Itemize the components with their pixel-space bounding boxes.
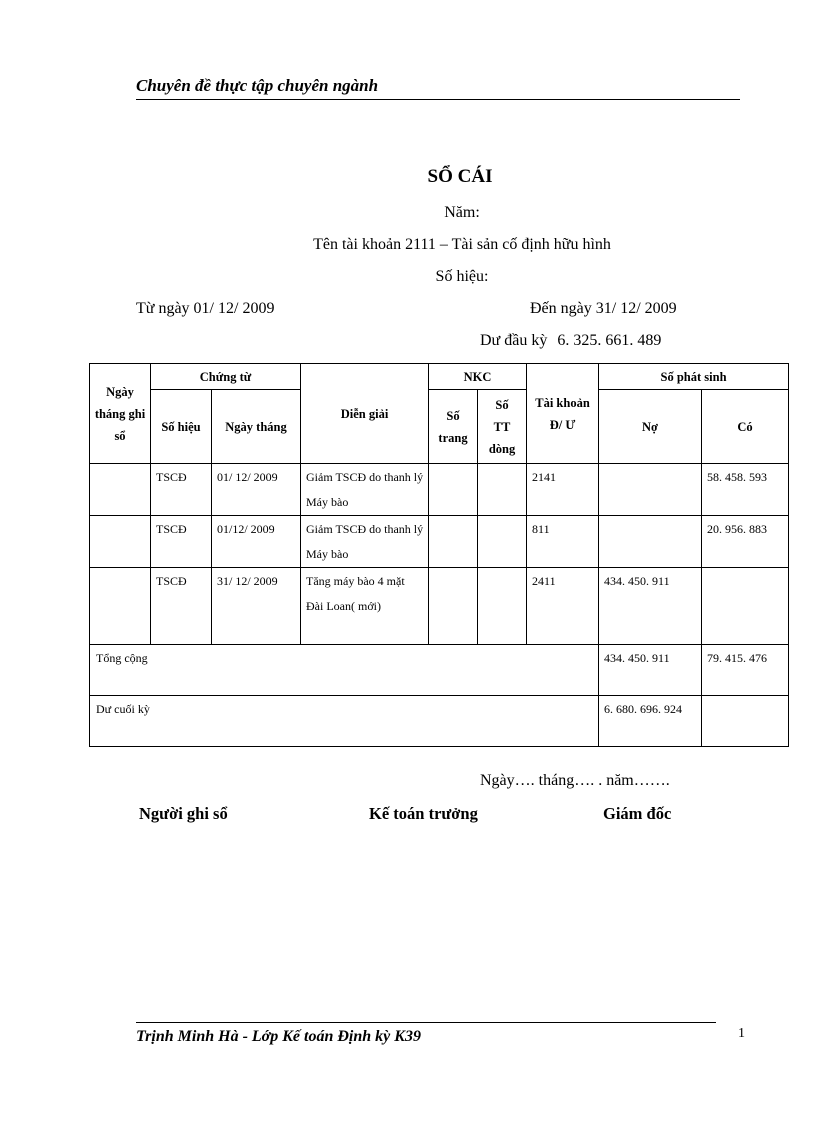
signature-director: Giám đốc xyxy=(603,804,672,823)
footer-author: Trịnh Minh Hà - Lớp Kế toán Định kỳ K39 xyxy=(136,1028,421,1045)
closing-row xyxy=(90,696,789,747)
cell-line xyxy=(478,568,527,645)
total-credit: 79. 415. 476 xyxy=(702,645,789,696)
table-row xyxy=(90,464,789,516)
cell-debit xyxy=(599,516,702,568)
total-label: Tổng cộng xyxy=(90,645,599,696)
cell-page xyxy=(429,568,478,645)
cell-description: Tăng máy bào 4 mặt Đài Loan( mới) xyxy=(301,568,429,645)
footer-rule xyxy=(136,1022,716,1023)
opening-balance-value: 6. 325. 661. 489 xyxy=(557,332,662,349)
cell-description: Giảm TSCĐ do thanh lý Máy bào xyxy=(301,516,429,568)
cell-description: Giảm TSCĐ do thanh lý Máy bào xyxy=(301,464,429,516)
cell-debit: 434. 450. 911 xyxy=(599,568,702,645)
closing-label: Dư cuối kỳ xyxy=(90,696,599,747)
signature-recorder: Người ghi sổ xyxy=(139,804,228,823)
total-debit: 434. 450. 911 xyxy=(599,645,702,696)
cell-credit: 58. 458. 593 xyxy=(702,464,789,516)
col-header-date: Ngày tháng ghi sổ xyxy=(90,364,151,464)
table-row xyxy=(90,516,789,568)
cell-account: 2411 xyxy=(527,568,599,645)
page-number: 1 xyxy=(738,1026,745,1041)
col-header-credit: Có xyxy=(702,390,789,464)
account-line: Tên tài khoản 2111 – Tài sản cố định hữu hình xyxy=(313,236,611,253)
col-header-voucher-date: Ngày tháng xyxy=(212,390,301,464)
col-header-debit: Nợ xyxy=(599,390,702,464)
closing-credit xyxy=(702,696,789,747)
cell-credit: 20. 956. 883 xyxy=(702,516,789,568)
col-header-voucher-no: Số hiệu xyxy=(151,390,212,464)
to-date: Đến ngày 31/ 12/ 2009 xyxy=(530,300,677,317)
cell-page xyxy=(429,464,478,516)
col-header-description: Diễn giải xyxy=(301,364,429,464)
number-label: Số hiệu: xyxy=(435,268,489,285)
opening-balance xyxy=(480,332,661,350)
date-line: Ngày…. tháng…. . năm……. xyxy=(480,772,670,789)
col-header-nkc: NKC xyxy=(429,364,527,390)
cell-voucher-no: TSCĐ xyxy=(151,516,212,568)
total-row xyxy=(90,645,789,696)
header-rule xyxy=(136,99,740,100)
cell-line xyxy=(478,516,527,568)
cell-voucher-date: 01/ 12/ 2009 xyxy=(212,464,301,516)
cell-page xyxy=(429,516,478,568)
cell-voucher-no: TSCĐ xyxy=(151,568,212,645)
cell-line xyxy=(478,464,527,516)
cell-voucher-date: 31/ 12/ 2009 xyxy=(212,568,301,645)
col-header-amount: Số phát sinh xyxy=(599,364,789,390)
cell-date xyxy=(90,464,151,516)
ledger-table xyxy=(89,363,789,747)
table-row xyxy=(90,568,789,645)
closing-debit: 6. 680. 696. 924 xyxy=(599,696,702,747)
col-header-account: Tài khoản Đ/ Ư xyxy=(527,364,599,464)
signature-chief-accountant: Kế toán trưởng xyxy=(369,804,478,823)
cell-account: 2141 xyxy=(527,464,599,516)
col-header-voucher: Chứng từ xyxy=(151,364,301,390)
cell-debit xyxy=(599,464,702,516)
opening-balance-label: Dư đầu kỳ xyxy=(480,332,548,349)
cell-account: 811 xyxy=(527,516,599,568)
col-header-nkc-page: Số trang xyxy=(429,390,478,464)
page-title: SỔ CÁI xyxy=(427,166,493,187)
year-label: Năm: xyxy=(444,204,480,221)
from-date: Từ ngày 01/ 12/ 2009 xyxy=(136,300,275,317)
cell-date xyxy=(90,516,151,568)
cell-voucher-no: TSCĐ xyxy=(151,464,212,516)
cell-date xyxy=(90,568,151,645)
cell-voucher-date: 01/12/ 2009 xyxy=(212,516,301,568)
col-header-nkc-line: Số TT dòng xyxy=(478,390,527,464)
cell-credit xyxy=(702,568,789,645)
header-title: Chuyên đề thực tập chuyên ngành xyxy=(136,76,379,95)
